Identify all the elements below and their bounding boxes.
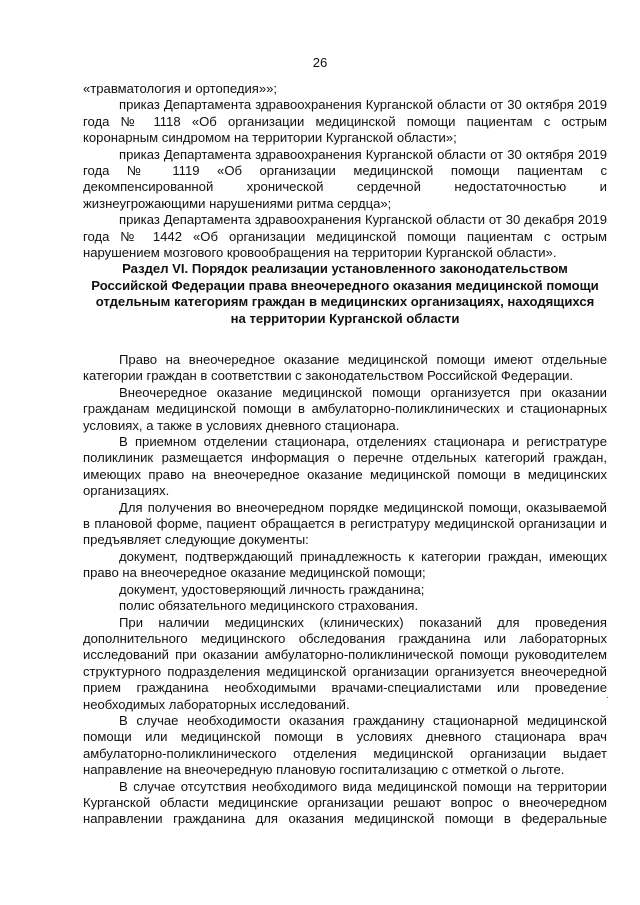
order-1118: приказ Департамента здравоохранения Курганской области от 30 октября 2019 года № 1118 «Об организации медицинской помощи пациентам с острым коронарным синдромом на территории Курганской области»; bbox=[83, 97, 607, 146]
section-heading-line: Российской Федерации права внеочередного оказания медицинской помощи bbox=[91, 277, 599, 293]
section-heading-line: Раздел VI. Порядок реализации установленного законодательством bbox=[122, 261, 568, 276]
paragraph: В случае отсутствия необходимого вида медицинской помощи на территории Курганской области медицинские организации решают вопрос о внеочередном направлении гражданина для оказания медицинской помощи в федеральные bbox=[83, 778, 607, 827]
paragraph: В случае необходимости оказания гражданину стационарной медицинской помощи или медицинской помощи в условиях дневного стационара врач амбулаторно-поликлинического отделения медицинской организации выдает направление на внеочередную плановую госпитализацию с отметкой о льготе. bbox=[83, 712, 607, 778]
document-item: документ, подтверждающий принадлежность к категории граждан, имеющих право на внеочередное оказание медицинской помощи; bbox=[83, 548, 607, 581]
section-heading-line: на территории Курганской области bbox=[230, 310, 460, 326]
section-heading bbox=[83, 261, 607, 327]
list-continuation: «травматология и ортопедия»»; bbox=[83, 81, 278, 96]
paragraph: В приемном отделении стационара, отделениях стационара и регистратуре поликлиник размещается информация о перечне отдельных категорий граждан, имеющих право на внеочередное оказание медицинской помощи в медицинских организациях. bbox=[83, 434, 607, 499]
page-number: 26 bbox=[312, 55, 328, 70]
paragraph: При наличии медицинских (клинических) показаний для проведения дополнительного медицинского обследования гражданина или лабораторных исследований при оказании амбулаторно-поликлинической помощи руководителем структурного подразделения медицинской организации организуется внеочередной прием гражданина необходимыми врачами-специалистами или проведение необходимых лабораторных исследований. bbox=[83, 614, 607, 712]
paragraph: Внеочередное оказание медицинской помощи организуется при оказании гражданам медицинской помощи в амбулаторно-поликлинических и стационарных условиях, а также в условиях дневного стационара. bbox=[83, 384, 607, 433]
paragraph: Право на внеочередное оказание медицинской помощи имеют отдельные категории граждан в соответствии с законодательством Российской Федерации. bbox=[83, 352, 607, 384]
document-item: полис обязательного медицинского страхования. bbox=[119, 598, 419, 614]
order-1119: приказ Департамента здравоохранения Курганской области от 30 октября 2019 года № 1119 «Об организации медицинской помощи пациентам с декомпенсированной хронической сердечной недостаточностью и жизнеугрожающими нарушениями ритма сердца»; bbox=[83, 146, 607, 211]
paragraph: Для получения во внеочередном порядке медицинской помощи, оказываемой в плановой форме, пациент обращается в регистратуру медицинской организации и предъявляет следующие документы: bbox=[83, 499, 607, 548]
section-heading-line: отдельным категориям граждан в медицинских организациях, находящихся bbox=[95, 294, 595, 310]
orders-list bbox=[83, 81, 607, 261]
order-1442: приказ Департамента здравоохранения Курганской области от 30 декабря 2019 года № 1442 «Об организации медицинской помощи пациентам с острым нарушением мозгового кровообращения на территории Курганской области». bbox=[83, 212, 607, 261]
document-item: документ, удостоверяющий личность гражданина; bbox=[119, 581, 425, 597]
stray-mark: . bbox=[606, 690, 609, 701]
section-body bbox=[83, 352, 607, 828]
